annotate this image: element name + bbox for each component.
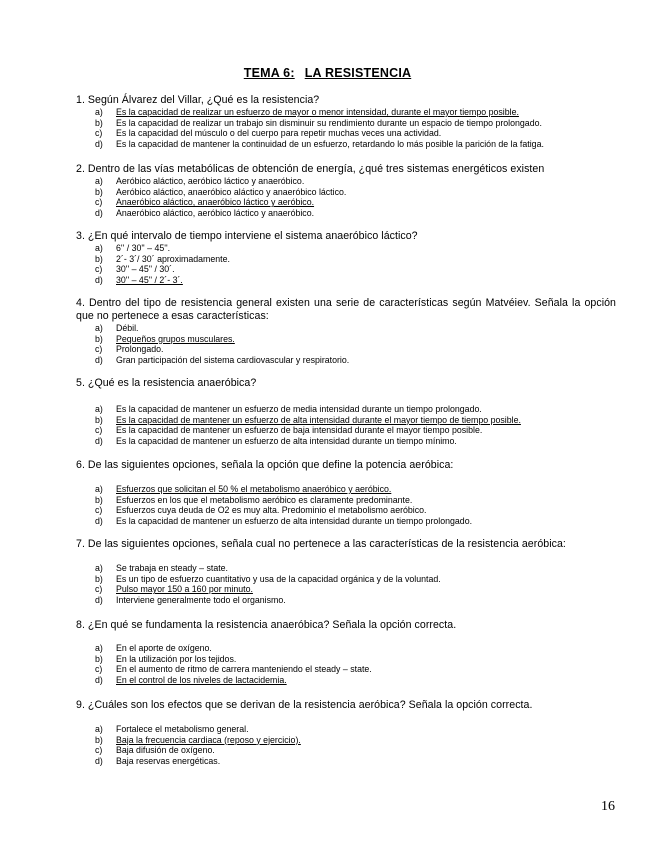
option-a [76, 484, 616, 495]
option-letter: a) [95, 484, 103, 494]
question-8 [76, 619, 616, 685]
options-list [76, 176, 616, 218]
option-text: Pequeños grupos musculares. [116, 333, 235, 344]
option-d [76, 756, 616, 767]
option-letter: d) [95, 354, 103, 365]
question-9 [76, 699, 616, 766]
option-b [76, 415, 616, 426]
option-text: Esfuerzos cuya deuda de O2 es muy alta. Predominio el metabolismo aeróbico. [116, 505, 427, 516]
option-text: 2´- 3´/ 30´ aproximadamente. [116, 253, 230, 264]
option-text: Interviene generalmente todo el organismo. [116, 594, 286, 605]
option-c [76, 264, 616, 275]
option-letter: d) [95, 274, 103, 285]
option-c [76, 505, 616, 516]
option-letter: b) [95, 414, 103, 425]
option-text: Se trabaja en steady – state. [116, 563, 228, 573]
question-text: 1. Según Álvarez del Villar, ¿Qué es la resistencia? [76, 94, 320, 106]
option-text: En la utilización por los tejidos. [116, 653, 237, 664]
option-letter: a) [95, 107, 103, 117]
option-text: Es la capacidad de mantener la continuidad de un esfuerzo, retardando lo más posible la parición de la fatiga. [116, 138, 544, 149]
option-text: 30'' – 45'' / 30´. [116, 264, 175, 275]
option-b [76, 654, 616, 665]
option-b [76, 574, 616, 585]
option-text: En el control de los niveles de lactacidemia. [116, 674, 287, 685]
question-text: 6. De las siguientes opciones, señala la opción que define la potencia aeróbica: [76, 459, 454, 471]
option-text: Es la capacidad de mantener un esfuerzo de media intensidad durante un tiempo prolongado. [116, 404, 482, 414]
option-letter: c) [95, 197, 103, 208]
option-c [76, 584, 616, 595]
option-d [76, 516, 616, 527]
option-letter: b) [95, 573, 103, 584]
question-7 [76, 538, 616, 605]
options-list [76, 323, 616, 365]
option-letter: b) [95, 117, 103, 128]
option-letter: d) [95, 755, 103, 766]
question-text: 4. Dentro del tipo de resistencia general existen una serie de características según Matvéiev. Señala la opción que no pertenece a esas características: [76, 297, 616, 322]
option-text: Baja reservas energéticas. [116, 755, 221, 766]
option-d [76, 355, 616, 366]
option-a [76, 243, 616, 254]
option-text: Anaeróbico aláctico, anaeróbico láctico y aeróbico. [116, 197, 315, 208]
page-title [0, 66, 655, 80]
question-1 [76, 94, 616, 149]
option-c [76, 425, 616, 436]
question-text: 5. ¿Qué es la resistencia anaeróbica? [76, 377, 257, 389]
option-b [76, 334, 616, 345]
option-text: Débil. [116, 323, 139, 333]
option-text: Es la capacidad de mantener un esfuerzo de alta intensidad durante el mayor tiempo de tiempo posible. [116, 414, 521, 425]
option-text: Es la capacidad de mantener un esfuerzo de baja intensidad durante el mayor tiempo posible. [116, 425, 483, 436]
option-letter: a) [95, 404, 103, 414]
option-d [76, 208, 616, 219]
option-letter: b) [95, 333, 103, 344]
question-2 [76, 163, 616, 218]
option-letter: c) [95, 344, 103, 355]
option-c [76, 128, 616, 139]
option-letter: b) [95, 494, 103, 505]
options-list [76, 643, 616, 685]
option-b [76, 495, 616, 506]
option-text: Esfuerzos que solicitan el 50 % el metabolismo anaeróbico y aeróbico. [116, 484, 392, 494]
options-list [76, 484, 616, 526]
option-letter: c) [95, 745, 103, 756]
title-label: TEMA 6: [243, 66, 295, 80]
option-letter: d) [95, 594, 103, 605]
option-letter: d) [95, 138, 103, 149]
option-text: Baja la frecuencia cardiaca (reposo y ejercicio). [116, 734, 301, 745]
question-text: 2. Dentro de las vías metabólicas de obtención de energía, ¿qué tres sistemas energéticos existen [76, 163, 545, 175]
option-text: Es la capacidad de mantener un esfuerzo de alta intensidad durante un tiempo prolongado. [116, 515, 473, 526]
option-b [76, 254, 616, 265]
option-text: Fortalece el metabolismo general. [116, 724, 249, 734]
options-list [76, 563, 616, 605]
option-text: Es la capacidad de realizar un trabajo sin disminuir su rendimiento durante un espacio de tiempo prolongado. [116, 117, 542, 128]
option-letter: a) [95, 243, 103, 253]
question-5 [76, 377, 616, 446]
option-c [76, 664, 616, 675]
option-text: Esfuerzos en los que el metabolismo aeróbico es claramente predominante. [116, 494, 413, 505]
option-letter: c) [95, 584, 103, 595]
option-letter: d) [95, 515, 103, 526]
option-text: Anaeróbico aláctico, aeróbico láctico y anaeróbico. [116, 207, 315, 218]
option-text: Pulso mayor 150 a 160 por minuto. [116, 584, 253, 595]
question-text: 3. ¿En qué intervalo de tiempo interviene el sistema anaeróbico láctico? [76, 230, 418, 242]
option-text: Es un tipo de esfuerzo cuantitativo y usa de la capacidad orgánica y de la voluntad. [116, 573, 441, 584]
option-a [76, 323, 616, 334]
options-list [76, 107, 616, 149]
option-b [76, 118, 616, 129]
option-letter: c) [95, 264, 103, 275]
option-c [76, 197, 616, 208]
option-letter: b) [95, 253, 103, 264]
option-letter: a) [95, 643, 103, 653]
option-text: Gran participación del sistema cardiovascular y respiratorio. [116, 354, 350, 365]
option-text: 30'' – 45'' / 2´- 3´. [116, 274, 183, 285]
option-d [76, 675, 616, 686]
option-letter: a) [95, 323, 103, 333]
option-text: Es la capacidad del músculo o del cuerpo para repetir muchas veces una actividad. [116, 128, 442, 139]
option-c [76, 344, 616, 355]
option-a [76, 724, 616, 735]
question-text: 7. De las siguientes opciones, señala cual no pertenece a las características de la resistencia aeróbica: [76, 538, 566, 550]
option-text: Es la capacidad de realizar un esfuerzo de mayor o menor intensidad, durante el mayor tiempo posible. [116, 107, 519, 117]
option-letter: b) [95, 186, 103, 197]
option-text: En el aumento de ritmo de carrera manteniendo el steady – state. [116, 664, 372, 675]
option-d [76, 436, 616, 447]
option-letter: b) [95, 734, 103, 745]
option-letter: d) [95, 207, 103, 218]
option-a [76, 176, 616, 187]
question-text: 8. ¿En qué se fundamenta la resistencia anaeróbica? Señala la opción correcta. [76, 619, 457, 631]
option-letter: d) [95, 435, 103, 446]
option-letter: c) [95, 425, 103, 436]
option-text: Es la capacidad de mantener un esfuerzo de alta intensidad durante un tiempo mínimo. [116, 435, 457, 446]
question-3 [76, 230, 616, 285]
option-a [76, 643, 616, 654]
question-6 [76, 459, 616, 526]
options-list [76, 243, 616, 285]
options-list [76, 724, 616, 766]
option-a [76, 563, 616, 574]
option-letter: c) [95, 505, 103, 516]
option-text: Baja difusión de oxígeno. [116, 745, 215, 756]
option-letter: a) [95, 563, 103, 573]
option-text: Aeróbico aláctico, anaeróbico aláctico y anaeróbico láctico. [116, 186, 347, 197]
option-b [76, 735, 616, 746]
option-text: En el aporte de oxígeno. [116, 643, 212, 653]
option-d [76, 275, 616, 286]
option-text: Aeróbico aláctico, aeróbico láctico y anaeróbico. [116, 176, 305, 186]
option-letter: d) [95, 674, 103, 685]
option-a [76, 107, 616, 118]
option-letter: a) [95, 724, 103, 734]
option-text: Prolongado. [116, 344, 164, 355]
option-c [76, 745, 616, 756]
question-text: 9. ¿Cuáles son los efectos que se derivan de la resistencia aeróbica? Señala la opción correcta. [76, 699, 533, 711]
option-a [76, 404, 616, 415]
option-text: 6'' / 30'' – 45''. [116, 243, 171, 253]
option-b [76, 187, 616, 198]
option-letter: c) [95, 664, 103, 675]
question-4 [76, 297, 616, 365]
option-d [76, 595, 616, 606]
page-number: 16 [601, 799, 615, 814]
title-name: LA RESISTENCIA [304, 66, 412, 80]
option-d [76, 139, 616, 150]
option-letter: a) [95, 176, 103, 186]
option-letter: c) [95, 128, 103, 139]
options-list [76, 404, 616, 446]
option-letter: b) [95, 653, 103, 664]
